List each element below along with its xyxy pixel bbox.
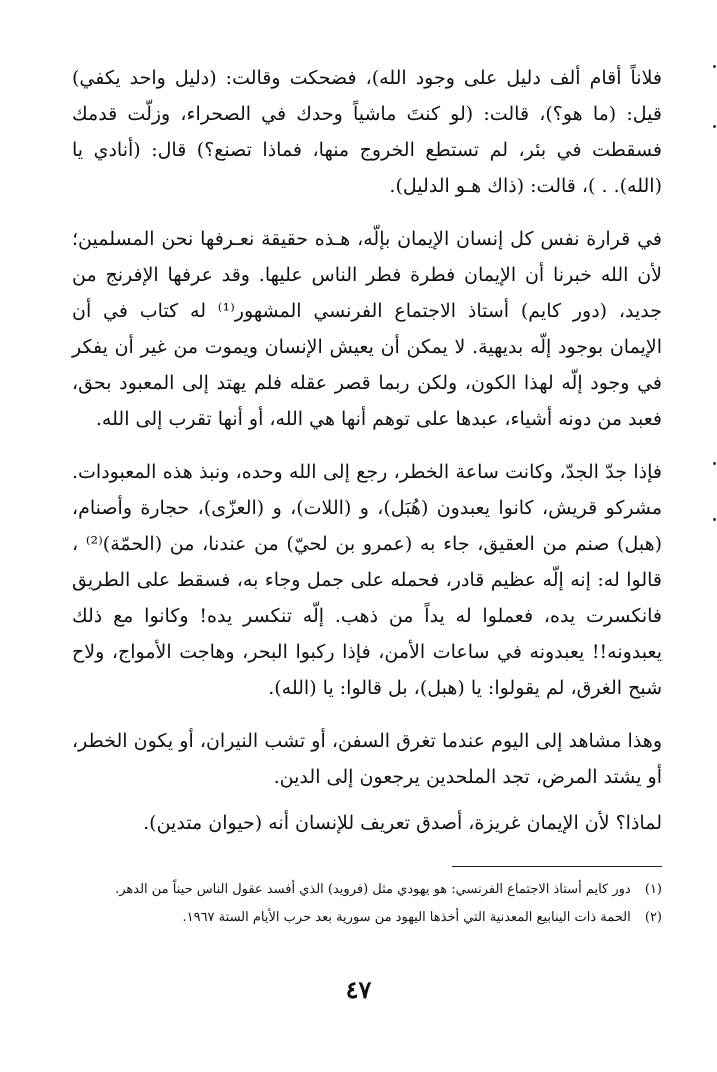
footnotes <box>60 878 662 934</box>
margin-mark <box>713 125 716 128</box>
paragraph: فلاناً أقام ألف دليل على وجود الله)، فضحكت وقالت: (دليل واحد يكفي) قيل: (ما هو؟)، قالت: (لو كنتَ ماشياً وحدك في الصحراء، وزلّت قدمك فسقطت في بئر، لم تستطع الخروج منها، فماذا تصنع؟) قال: (أنادي يا (الله). . )، قالت: (ذاك هـو الدليل). <box>72 67 662 197</box>
page-number: ٤٧ <box>345 975 372 1004</box>
paragraph: في قرارة نفس كل إنسان الإيمان بإلّه، هـذه حقيقة نعـرفها نحن المسلمين؛ لأن الله خبرنا أن الإيمان فطرة فطر الناس عليها. وقد عرفها الإفرنج من جديد، (دور كايم) أستاذ الاجتماع الفرنسي المشهور⁽¹⁾ له كتاب في أن الإيمان بوجود إلّه بديهية. لا يمكن أن يعيش الإنسان ويموت من غير أن يفكر في وجود إلّه لهذا الكون، ولكن ربما قصر عقله فلم يهتد إلى المعبود بحق، فعبد من دونه أشياء، عبدها على توهم أنها هي الله، أو أنها تقرب إلى الله. <box>72 228 663 430</box>
footnote-number: (٢) <box>644 910 662 925</box>
paragraph: وهذا مشاهد إلى اليوم عندما تغرق السفن، أو تشب النيران، أو يكون الخطر، أو يشتد المرض، تجد الملحدين يرجعون إلى الدين. <box>72 730 662 788</box>
footnote-text: الحمة ذات الينابيع المعدنية التي أخذها اليهود من سورية بعد حرب الأيام الستة ١٩٦٧. <box>182 910 631 925</box>
margin-mark <box>713 518 716 521</box>
footnote <box>60 906 662 930</box>
margin-mark <box>713 65 716 68</box>
paragraph: فإذا جدّ الجدّ، وكانت ساعة الخطر، رجع إلى الله وحده، ونبذ هذه المعبودات. مشركو قريش، كانوا يعبدون (هُبَل)، و (اللات)، و (العزّى)، حجارة وأصنام، (هبل) صنم من العقيق، جاء به (عمرو بن لحيّ) من عندنا، من (الحمّة)⁽²⁾ ، قالوا له: إنه إلّه عظيم قادر، فحمله على جمل وجاء به، فسقط على الطريق فانكسرت يده، فعملوا له يداً من ذهب. إلّه تنكسر يده! وكانوا مع ذلك يعبدونه!! يعبدونه في ساعات الأمن، فإذا ركبوا البحر، وهاجت الأمواج، ولاح شبح الغرق، لم يقولوا: يا (هبل)، بل قالوا: يا (الله). <box>72 461 662 699</box>
margin-mark <box>713 462 716 465</box>
paragraph: لماذا؟ لأن الإيمان غريزة، أصدق تعريف للإنسان أنه (حيوان متدين). <box>143 812 662 834</box>
footnote-number: (١) <box>644 882 662 897</box>
page-body <box>72 60 662 858</box>
footnote <box>60 878 662 902</box>
footnote-separator <box>452 866 662 867</box>
footnote-text: دور كايم أستاذ الاجتماع الفرنسي: هو يهودي مثل (فرويد) الذي أفسد عقول الناس حيناً من الدهر. <box>115 882 631 897</box>
